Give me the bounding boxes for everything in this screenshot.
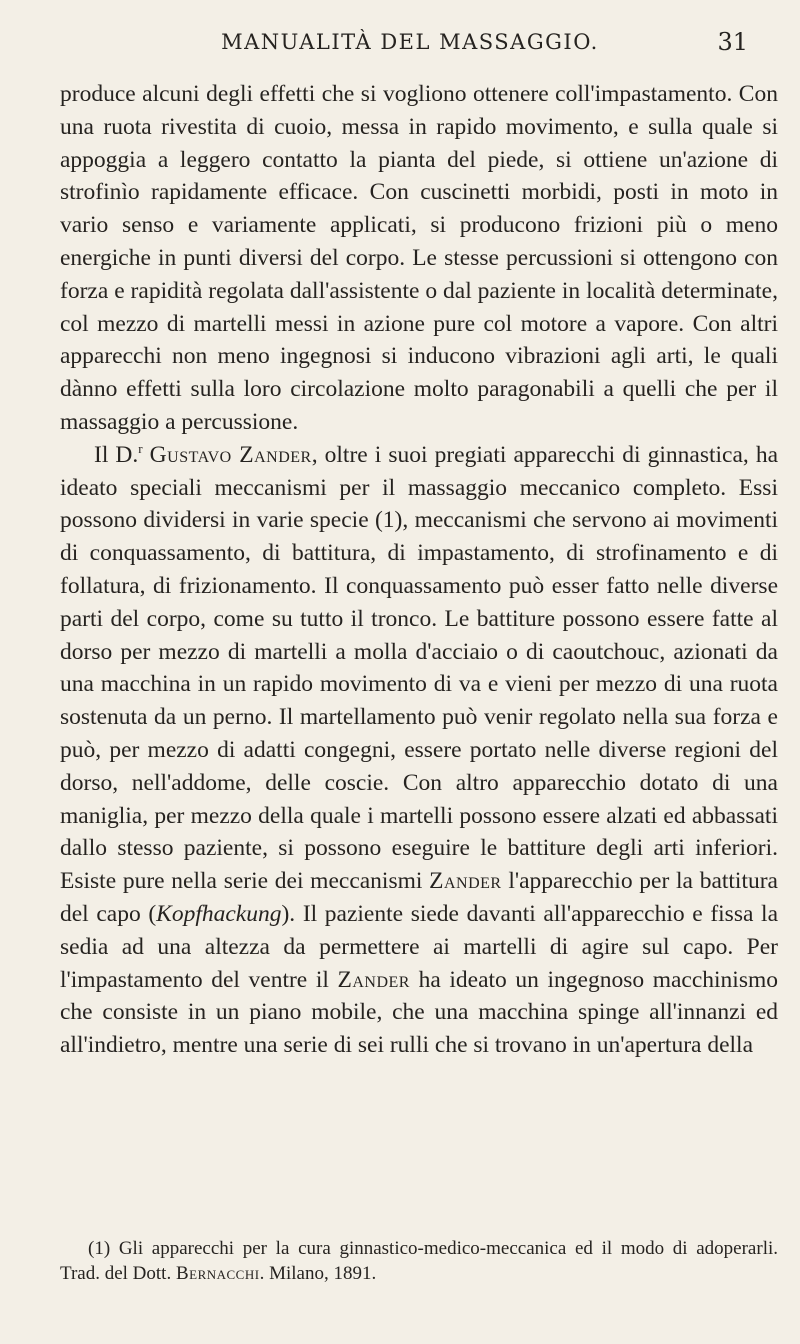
footnote bbox=[60, 1236, 778, 1286]
running-header bbox=[60, 22, 760, 62]
author-name-gustavo-zander: Gustavo Zander bbox=[149, 441, 312, 468]
doctor-title-sup: r bbox=[138, 440, 143, 456]
page-number: 31 bbox=[717, 28, 748, 56]
paragraph-1: produce alcuni degli effetti che si vogliono ottenere coll'impastamento. Con una ruota rivestita di cuoio, messa in rapido movimento, e sulla quale si appoggia a leggero contatto la pianta del piede, si ottiene un'azione di strofinìo rapidamente efficace. Con cuscinetti morbidi, posti in moto in vario senso e variamente applicati, si producono frizioni più o meno energiche in punti diversi del corpo. Le stesse percussioni si ottengono con forza e rapidità regolata dall'assistente o dal paziente in località determinate, col mezzo di martelli messi in azione pure col motore a vapore. Con altri apparecchi non meno ingegnosi si inducono vibrazioni agli arti, le quali dànno effetti sulla loro circolazione molto paragonabili a quelli che per il massaggio a percussione. bbox=[60, 81, 778, 435]
paragraph-2-text-a: , oltre i suoi pregiati apparecchi di ginnastica, ha ideato speciali meccanismi per il massaggio meccanico completo. Essi possono dividersi in varie specie (1), meccanismi che servono ai movimenti di conquassamento, di battitura, di impastamento, di strofinamento e di follatura, di frizionamento. Il conquassamento può esser fatto nelle diverse parti del corpo, come su tutto il tronco. Le battiture possono essere fatte al dorso per mezzo di martelli a molla d'acciaio o di caoutchouc, azionati da una macchina in un rapido movimento di va e vieni per mezzo di una ruota sostenuta da un perno. Il martellamento può venir regolato nella sua forza e può, per mezzo di adatti congegni, essere portato nelle diverse regioni del dorso, nell'addome, delle coscie. Con altro apparecchio dotato di una maniglia, per mezzo della quale i martelli possono essere alzati ed abbassati dallo stesso paziente, si possono eseguire le battiture degli arti inferiori. Esiste pure nella serie dei meccanismi bbox=[60, 441, 778, 895]
paragraph-2 bbox=[60, 439, 778, 1062]
footnote-text bbox=[60, 1236, 778, 1286]
term-kopfhackung: Kopfhackung bbox=[156, 900, 282, 927]
paragraph-2-text-d: ha ideato un ingegnoso macchinismo che consiste in un piano mobile, che una macchina spinge all'innanzi ed all'indietro, mentre una serie di sei rulli che si trovano in un'apertura della bbox=[60, 966, 778, 1059]
footnote-text-b: . Milano, 1891. bbox=[259, 1263, 377, 1284]
footnote-text-a: (1) Gli apparecchi per la cura ginnastico-medico-meccanica ed il modo di adoperarli. Trad. del Dott. bbox=[60, 1238, 778, 1284]
header-title: MANUALITÀ DEL MASSAGGIO. bbox=[221, 30, 599, 54]
author-name-zander-2: Zander bbox=[337, 966, 410, 993]
doctor-title: Il D. bbox=[94, 441, 139, 468]
paragraph-2-text-b: l'apparecchio per la battitura del capo ( bbox=[60, 868, 778, 927]
author-name-zander: Zander bbox=[429, 868, 502, 895]
body-text bbox=[60, 78, 778, 1062]
paragraph-2-text-c: ). Il paziente siede davanti all'apparecchio e fissa la sedia ad una altezza da permettere ai martelli di agire sul capo. Per l'impastamento del ventre il bbox=[60, 900, 778, 993]
footnote-author: Bernacchi bbox=[175, 1263, 260, 1284]
